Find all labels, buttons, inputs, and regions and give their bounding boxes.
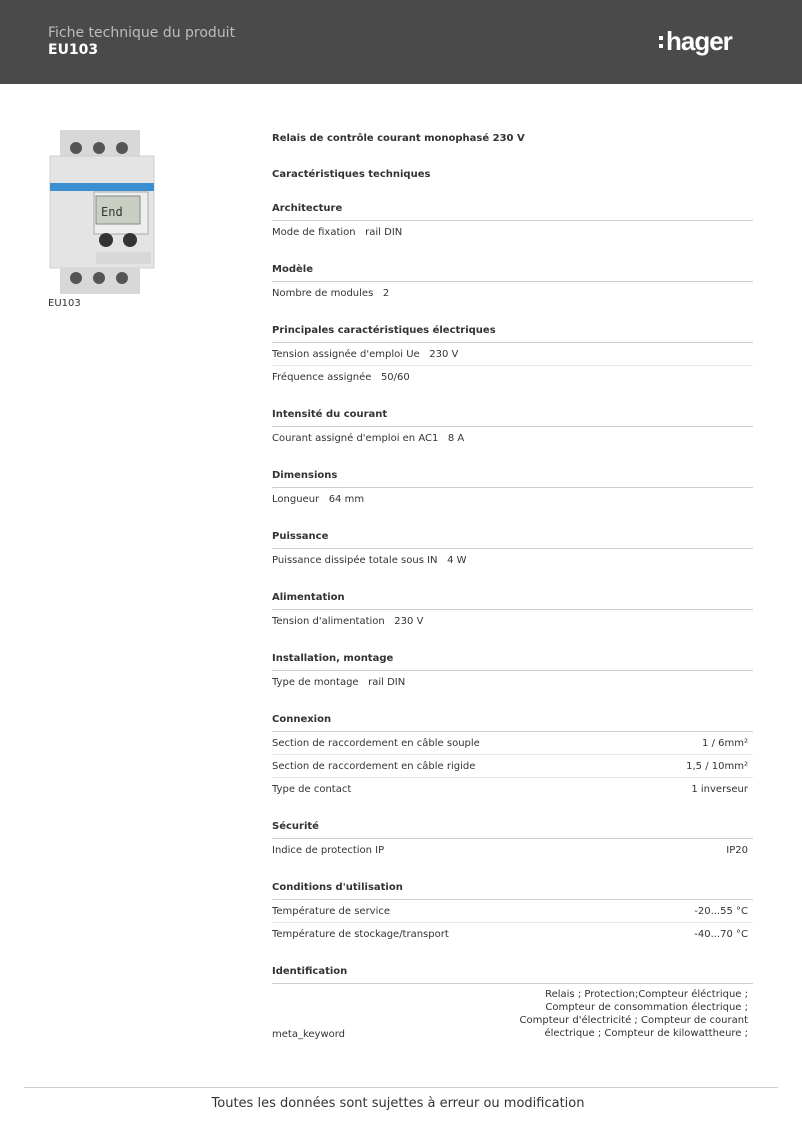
spec-row [272, 366, 753, 389]
spec-label: Tension d'alimentation [272, 616, 385, 627]
spec-value: -40...70 °C [694, 929, 748, 940]
page-header [0, 0, 802, 84]
product-name: Relais de contrôle courant monophasé 230 V [272, 133, 525, 144]
spec-label: Puissance dissipée totale sous IN [272, 555, 438, 566]
spec-row [272, 488, 753, 511]
section-title: Architecture [272, 203, 753, 221]
spec-label: Température de service [272, 905, 391, 917]
spec-label: Nombre de modules [272, 288, 374, 299]
spec-row [272, 549, 753, 572]
spec-row [272, 839, 753, 862]
section-current [272, 409, 753, 450]
header-subtitle: Fiche technique du produit [48, 25, 236, 41]
spec-value: 1,5 / 10mm² [686, 760, 748, 772]
spec-label: Section de raccordement en câble souple [272, 737, 480, 749]
header-title: EU103 [48, 42, 99, 58]
spec-label: Température de stockage/transport [272, 929, 449, 940]
section-dimensions [272, 470, 753, 511]
spec-value: 2 [382, 288, 390, 299]
section-title: Dimensions [272, 470, 753, 488]
section-title: Alimentation [272, 592, 753, 610]
section-supply [272, 592, 753, 633]
spec-sheet [272, 133, 753, 1042]
spec-label: Type de contact [272, 784, 352, 795]
section-title: Intensité du courant [272, 409, 753, 427]
section-title: Identification [272, 966, 753, 984]
spec-value: 64 mm [328, 494, 365, 505]
spec-value: 230 V [394, 616, 424, 627]
spec-value: 230 V [429, 348, 459, 360]
spec-value: rail DIN [365, 227, 403, 238]
tech-characteristics-title: Caractéristiques techniques [272, 169, 431, 180]
section-title: Connexion [272, 714, 753, 732]
spec-label: Type de montage [272, 677, 359, 688]
spec-row [272, 984, 753, 1042]
section-safety [272, 821, 753, 862]
spec-row [272, 221, 753, 244]
spec-label: Fréquence assignée [272, 372, 372, 383]
spec-row [272, 923, 753, 946]
section-power [272, 531, 753, 572]
section-architecture [272, 203, 753, 244]
product-image [46, 128, 158, 296]
section-title: Sécurité [272, 821, 753, 839]
spec-row [272, 778, 753, 801]
logo-text: hager [666, 26, 732, 56]
svg-text:End: End [101, 205, 123, 219]
spec-row [272, 343, 753, 366]
spec-value: 8 A [447, 433, 465, 444]
spec-label: Indice de protection IP [272, 845, 385, 856]
section-electrical [272, 325, 753, 389]
spec-row [272, 282, 753, 305]
section-title: Puissance [272, 531, 753, 549]
product-image-caption: EU103 [48, 298, 81, 309]
spec-value: 1 / 6mm² [702, 737, 748, 749]
section-title: Modèle [272, 264, 753, 282]
spec-label: Mode de fixation [272, 227, 356, 238]
section-title: Installation, montage [272, 653, 753, 671]
spec-label: Longueur [272, 494, 320, 505]
section-conditions [272, 882, 753, 946]
spec-row [272, 732, 753, 755]
spec-value: IP20 [726, 845, 748, 856]
spec-label: Section de raccordement en câble rigide [272, 760, 476, 772]
spec-row [272, 610, 753, 633]
spec-label: Tension assignée d'emploi Ue [272, 348, 420, 360]
spec-value: -20...55 °C [694, 905, 748, 917]
section-connection [272, 714, 753, 801]
section-identification [272, 966, 753, 1042]
spec-value: rail DIN [368, 677, 406, 688]
hager-logo [657, 22, 757, 62]
section-installation [272, 653, 753, 694]
spec-row [272, 755, 753, 778]
footer-divider [24, 1087, 778, 1088]
section-title: Conditions d'utilisation [272, 882, 753, 900]
spec-value: Relais ; Protection;Compteur éléctrique ; Compteur de consommation électrique ; Compteur d'électricité ; Compteur de courant électrique ; Compteur de kilowattheure ; [519, 989, 748, 1039]
spec-row [272, 671, 753, 694]
section-title: Principales caractéristiques électriques [272, 325, 753, 343]
spec-label: Courant assigné d'emploi en AC1 [272, 433, 439, 444]
spec-value: 1 inverseur [691, 784, 748, 795]
spec-row [272, 900, 753, 923]
footer-disclaimer: Toutes les données sont sujettes à erreur ou modification [211, 1096, 585, 1111]
spec-row [272, 427, 753, 450]
spec-value: 50/60 [380, 372, 410, 383]
section-model [272, 264, 753, 305]
spec-value: 4 W [447, 555, 467, 566]
spec-label: meta_keyword [272, 1029, 346, 1040]
